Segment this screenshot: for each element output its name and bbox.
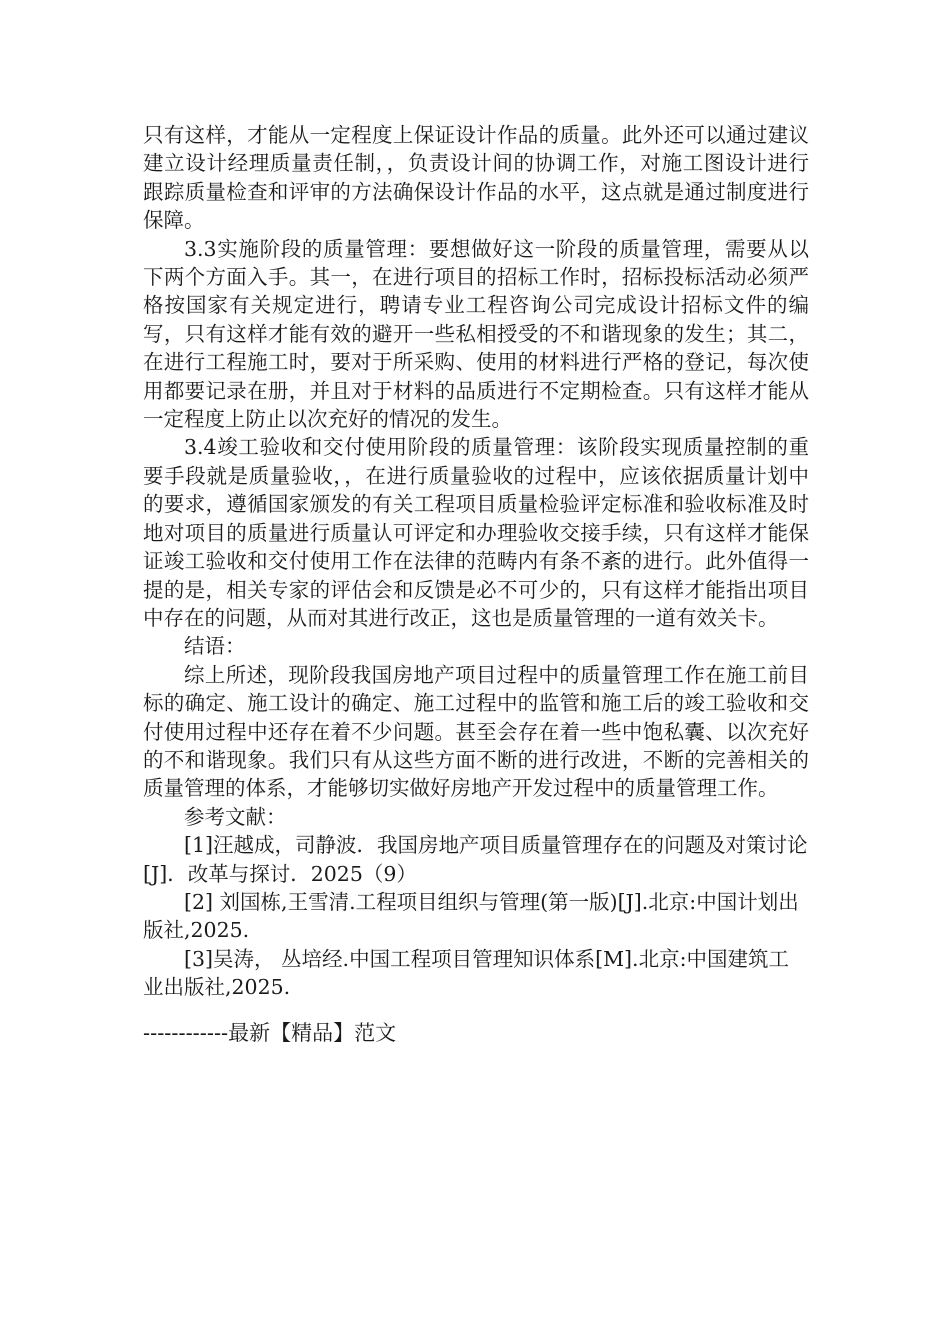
reference-list xyxy=(143,831,809,1001)
paragraph-implementation-stage: 3.3实施阶段的质量管理：要想做好这一阶段的质量管理，需要从以下两个方面入手。其一，在进行项目的招标工作时，招标投标活动必须严格按国家有关规定进行，聘请专业工程咨询公司完成设计招标文件的编写，只有这样才能有效的避开一些私相授受的不和谐现象的发生；其二，在进行工程施工时，要对于所采购、使用的材料进行严格的登记，每次使用都要记录在册，并且对于材料的品质进行不定期检查。只有这样才能从一定程度上防止以次充好的情况的发生。 xyxy=(143,236,809,432)
reference-item: [2] 刘国栋,王雪清.工程项目组织与管理(第一版)[J].北京:中国计划出版社,2025. xyxy=(143,889,799,943)
document-body xyxy=(143,121,809,1002)
reference-item: [3]吴涛， 丛培经.中国工程项目管理知识体系[M].北京:中国建筑工业出版社,2025. xyxy=(143,946,789,1000)
paragraph-acceptance-stage: 3.4竣工验收和交付使用阶段的质量管理：该阶段实现质量控制的重要手段就是质量验收，，在进行质量验收的过程中，应该依据质量计划中的要求，遵循国家颁发的有关工程项目质量检验评定标准和验收标准及时地对项目的质量进行质量认可评定和办理验收交接手续，只有这样才能保证竣工验收和交付使用工作在法律的范畴内有条不紊的进行。此外值得一提的是，相关专家的评估会和反馈是必不可少的，只有这样才能指出项目中存在的问题，从而对其进行改正，这也是质量管理的一道有效关卡。 xyxy=(143,435,809,630)
references-heading: 参考文献： xyxy=(184,804,287,829)
conclusion-heading: 结语： xyxy=(184,634,246,659)
footer-banner: ------------最新【精品】范文 xyxy=(143,1021,397,1045)
reference-item: [1]汪越成，司静波．我国房地产项目质量管理存在的问题及对策讨论[J]．改革与探讨．2025（9） xyxy=(143,833,808,886)
paragraph-conclusion: 综上所述，现阶段我国房地产项目过程中的质量管理工作在施工前目标的确定、施工设计的确定、施工过程中的监管和施工后的竣工验收和交付使用过程中还存在着不少问题。甚至会存在着一些中饱私囊、以次充好的不和谐现象。我们只有从这些方面不断的进行改进，不断的完善相关的质量管理的体系，才能够切实做好房地产开发过程中的质量管理工作。 xyxy=(143,662,809,801)
paragraph-design-quality: 只有这样，才能从一定程度上保证设计作品的质量。此外还可以通过建议建立设计经理质量责任制，，负责设计间的协调工作，对施工图设计进行跟踪质量检查和评审的方法确保设计作品的水平，这点就是通过制度进行保障。 xyxy=(143,123,809,233)
